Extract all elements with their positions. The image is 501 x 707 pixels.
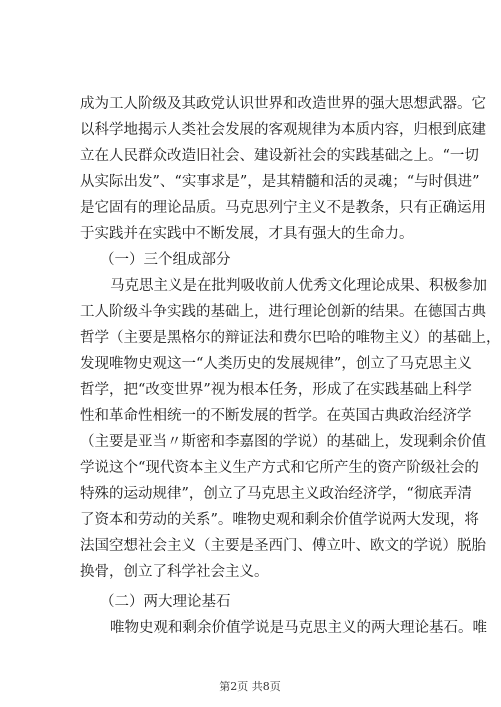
body-text-line: 成为工人阶级及其政党认识世界和改造世界的强大思想武器。它 <box>80 96 486 112</box>
body-text-line: 发现唯物史观这一“人类历史的发展规律”，创立了马克思主义 <box>80 356 472 372</box>
body-text-line: 是它固有的理论品质。马克思列宁主义不是教条，只有正确运用 <box>80 200 486 216</box>
body-text-line: 立在人民群众改造旧社会、建设新社会的实践基础之上。“一切 <box>80 148 479 164</box>
body-text-line: （主要是亚当〃斯密和李嘉图的学说）的基础上，发现剩余价值 <box>80 434 486 450</box>
body-text-line: 换骨，创立了科学社会主义。 <box>80 564 269 580</box>
body-text-line: 以科学地揭示人类社会发展的客观规律为本质内容，归根到底建 <box>80 122 486 138</box>
body-text-line: 了资本和劳动的关系”。唯物史观和剩余价值学说两大发现，将 <box>80 512 479 528</box>
body-text-line: 从实际出发”、“实事求是”，是其精髓和活的灵魂；“与时俱进” <box>80 174 480 190</box>
section-heading-2: （二）两大理论基石 <box>100 594 231 610</box>
body-text-line: 工人阶级斗争实践的基础上，进行理论创新的结果。在德国古典 <box>80 304 486 320</box>
body-text-line: 于实践并在实践中不断发展，才具有强大的生命力。 <box>80 226 414 242</box>
body-text-line: 哲学，把“改变世界”视为根本任务，形成了在实践基础上科学 <box>80 382 472 398</box>
body-text-line: 唯物史观和剩余价值学说是马克思主义的两大理论基石。唯 <box>110 620 487 636</box>
body-text-line: 马克思主义是在批判吸收前人优秀文化理论成果、积极参加 <box>110 278 487 294</box>
body-text-line: 特殊的运动规律”，创立了马克思主义政治经济学，“彻底弄清 <box>80 486 472 502</box>
section-heading-1: （一）三个组成部分 <box>100 252 231 268</box>
body-text-line: 学说这个“现代资本主义生产方式和它所产生的资产阶级社会的 <box>80 460 479 476</box>
page-number-footer: 第2页 共8页 <box>219 680 281 693</box>
body-text-line: 哲学（主要是黑格尔的辩证法和费尔巴哈的唯物主义）的基础上， <box>80 330 501 346</box>
body-text-line: 性和革命性相统一的不断发展的哲学。在英国古典政治经济学 <box>80 408 472 424</box>
body-text-line: 法国空想社会主义（主要是圣西门、傅立叶、欧文的学说）脱胎 <box>80 538 486 554</box>
